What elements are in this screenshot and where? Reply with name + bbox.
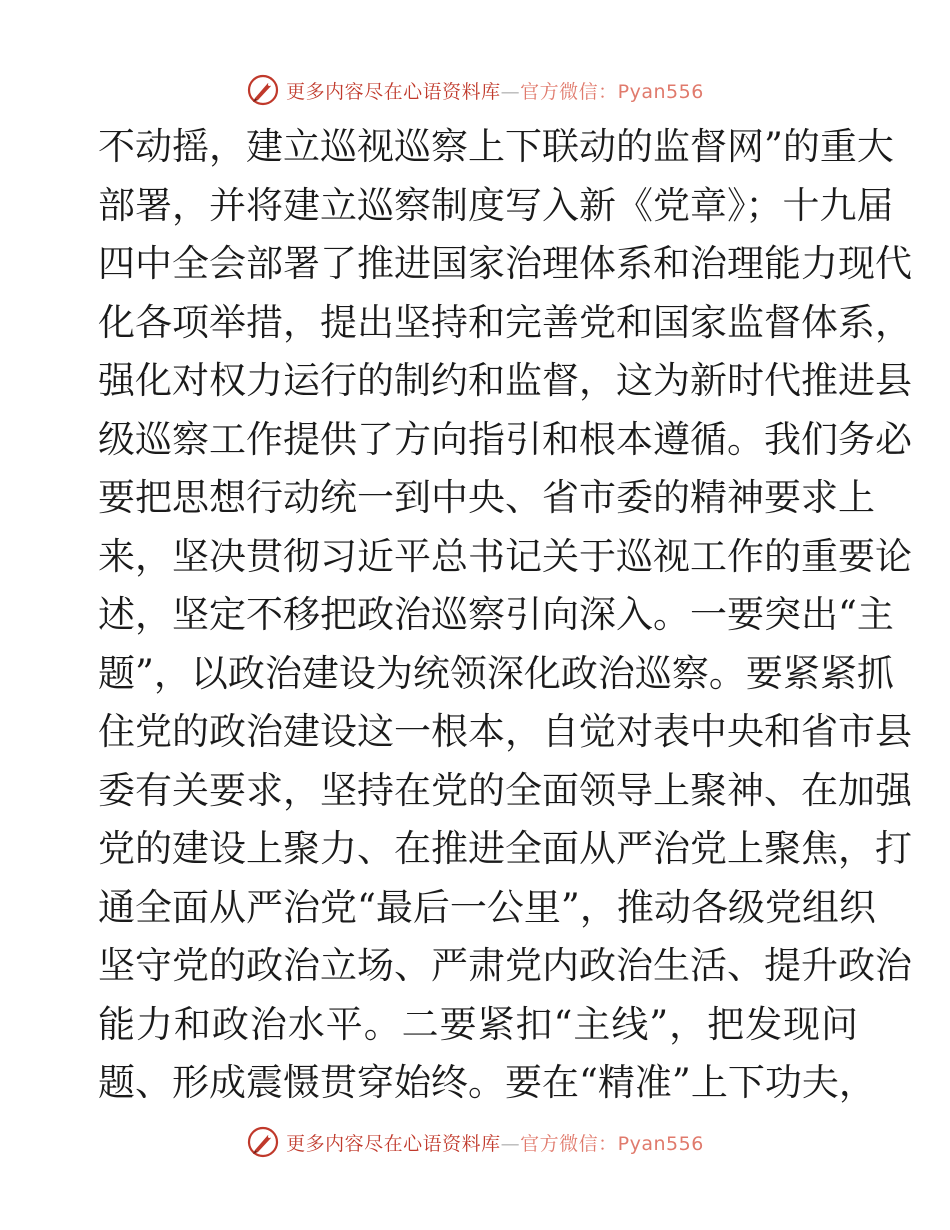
text-line: 级巡察工作提供了方向指引和根本遵循。我们务必 — [98, 417, 912, 461]
text-line: 部署，并将建立巡察制度写入新《党章》；十九届 — [98, 183, 894, 227]
footer-banner-separator: — — [500, 1132, 521, 1155]
text-line: 来，坚决贯彻习近平总书记关于巡视工作的重要论 — [98, 534, 912, 578]
footer-banner — [0, 1124, 950, 1160]
text-line: 能力和政治水平。二要紧扣“主线”，把发现问 — [98, 1002, 858, 1046]
text-line: 党的建设上聚力、在推进全面从严治党上聚焦，打 — [98, 827, 912, 870]
text-line: 题”，以政治建设为统领深化政治巡察。要紧紧抓 — [98, 651, 894, 695]
text-line: 化各项举措，提出坚持和完善党和国家监督体系， — [98, 300, 912, 344]
text-line: 述，坚定不移把政治巡察引向深入。一要突出“主 — [98, 593, 894, 636]
text-line: 住党的政治建设这一根本，自觉对表中央和省市县 — [98, 710, 912, 753]
header-banner-text — [286, 77, 704, 104]
text-line: 强化对权力运行的制约和监督，这为新时代推进县 — [98, 359, 912, 402]
footer-banner-main: 更多内容尽在心语资料库 — [286, 1132, 501, 1155]
text-line: 四中全会部署了推进国家治理体系和治理能力现代 — [98, 242, 912, 285]
header-banner-wechat: 官方微信：Pyan556 — [520, 80, 704, 103]
header-banner — [0, 72, 950, 108]
document-body — [98, 118, 912, 1113]
pen-logo-icon — [246, 73, 280, 107]
header-banner-separator: — — [500, 80, 521, 103]
text-line: 坚守党的政治立场、严肃党内政治生活、提升政治 — [98, 944, 912, 987]
text-line: 委有关要求，坚持在党的全面领导上聚神、在加强 — [98, 768, 912, 812]
text-line: 不动摇，建立巡视巡察上下联动的监督网”的重大 — [98, 125, 894, 168]
footer-banner-text — [286, 1129, 704, 1156]
text-line: 要把思想行动统一到中央、省市委的精神要求上 — [98, 476, 875, 519]
pen-logo-icon — [246, 1125, 280, 1159]
text-line: 题、形成震慑贯穿始终。要在“精准”上下功夫， — [98, 1061, 876, 1104]
header-banner-main: 更多内容尽在心语资料库 — [286, 80, 501, 103]
text-line: 通全面从严治党“最后一公里”，推动各级党组织 — [98, 885, 876, 929]
footer-banner-wechat: 官方微信：Pyan556 — [520, 1132, 704, 1155]
